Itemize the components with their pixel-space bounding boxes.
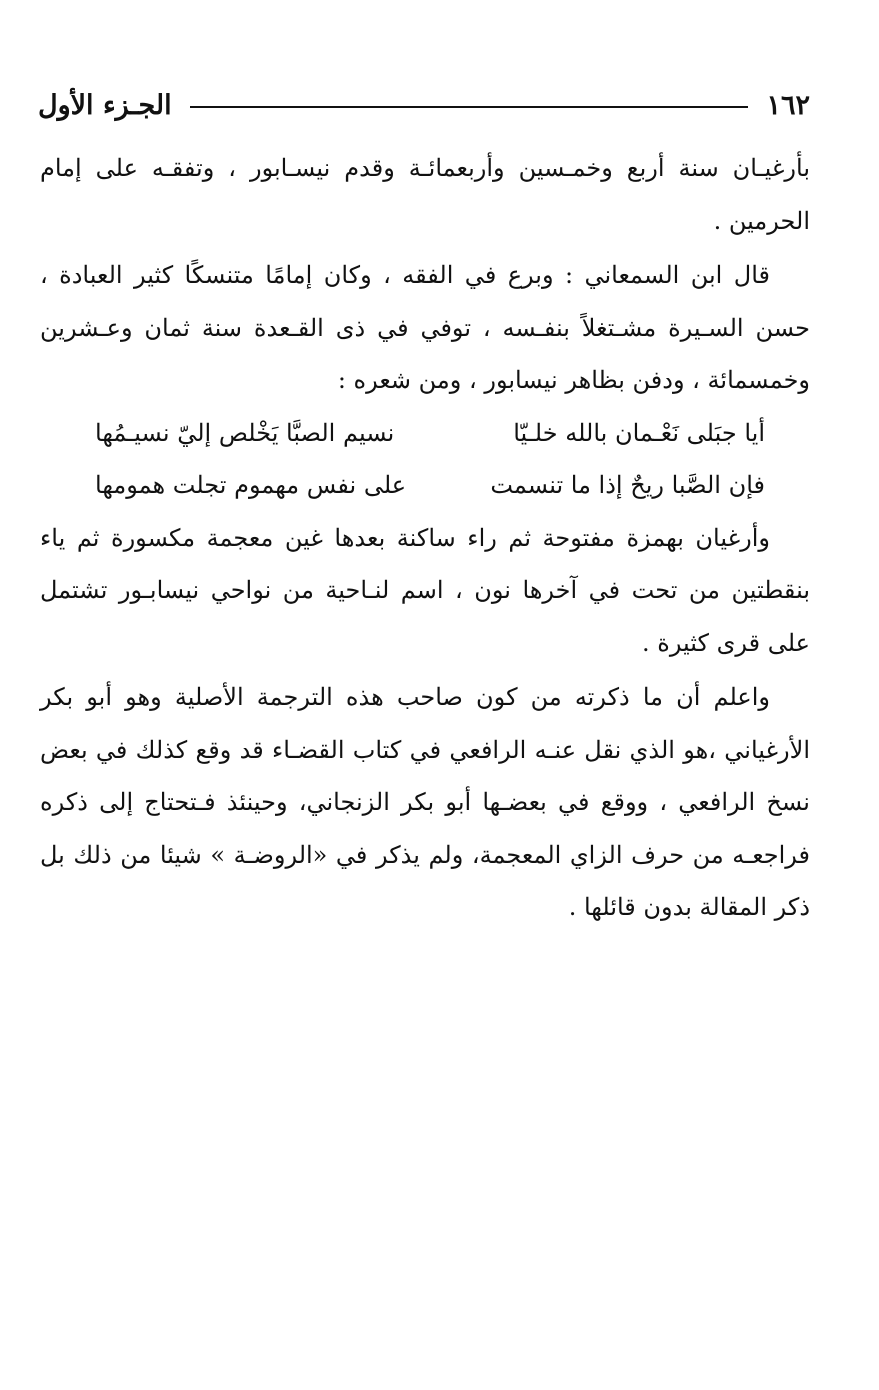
paragraph-arghiyan: وأرغيان بهمزة مفتوحة ثم راء ساكنة بعدها غين معجمة مكسورة ثم ياء بنقطتين من تحت في آخرها نون ، اسم لنـاحية من نواحي نيسابـور تشتمل على قرى كثيرة . <box>40 523 810 657</box>
header-rule <box>190 106 749 108</box>
page-header <box>38 82 810 128</box>
verse-1-first-hemistich: أيا جبَلى نَعْـمان بالله خلـيّا <box>513 418 765 447</box>
paragraph-samani: قال ابن السمعاني : وبرع في الفقه ، وكان إمامًا متنسكًا كثير العبادة ، حسن السـيرة مشـتغلاً بنفـسه ، توفي في ذى القـعدة سنة ثمان وعـشرين وخمسمائة ، ودفن بظاهر نيسابور ، ومن شعره : <box>40 261 810 394</box>
poem-verse-1 <box>40 407 810 460</box>
verse-2-first-hemistich: فإن الصَّبا ريحٌ إذا ما تنسمت <box>490 471 765 499</box>
paragraph-note: واعلم أن ما ذكرته من كون صاحب هذه الترجمة الأصلية وهو أبو بكر الأرغياني ،هو الذي نقل عنـه الرافعي في كتاب القضـاء قد وقع كذلك في بعض نسخ الرافعي ، ووقع في بعضـها أبو بكر الزنجاني، وحينئذ فـتحتاج إلى ذكره فراجعـه من حرف الزاي المعجمة، ولم يذكر في «الروضـة » شيئا من ذلك بل ذكر المقالة بدون قائلها . <box>40 683 810 921</box>
verse-2-second-hemistich: على نفس مهموم تجلت همومها <box>95 471 407 499</box>
paragraph-continuation: بأرغيـان سنة أربع وخمـسين وأربعمائـة وقدم نيسـابور ، وتفقـه على إمام الحرمين . <box>40 154 810 235</box>
page-number: ١٦٢ <box>766 89 810 121</box>
body-text <box>40 142 810 934</box>
verse-1-second-hemistich: نسيم الصبَّا يَخْلص إليّ نسيـمُها <box>95 418 395 447</box>
running-title: الجـزء الأول <box>38 89 172 121</box>
poem-verse-2 <box>40 459 810 512</box>
